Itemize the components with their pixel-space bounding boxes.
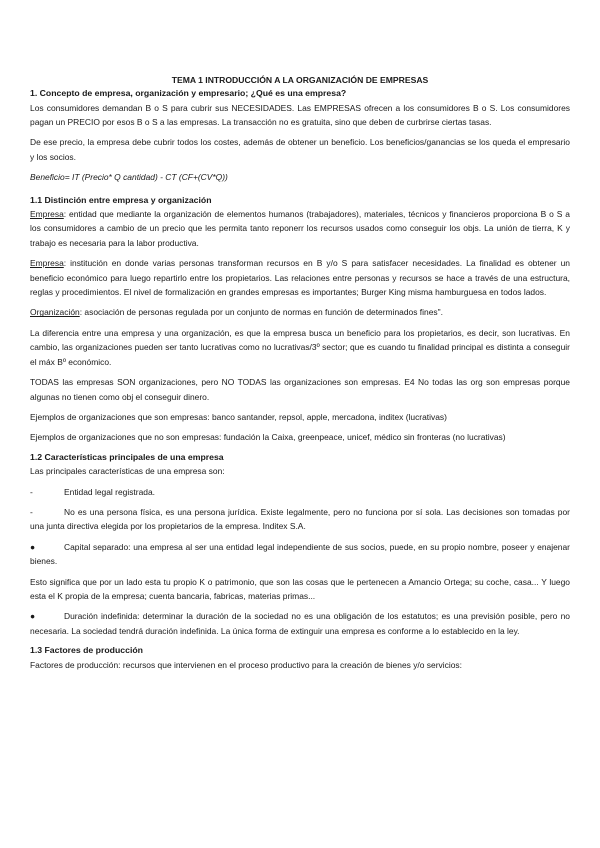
document-title: TEMA 1 INTRODUCCIÓN A LA ORGANIZACIÓN DE EMPRESAS [171,75,429,85]
dash-bullet: - [30,486,33,497]
profit-formula: Beneficio= IT (Precio* Q cantidad) - CT (CF+(CV*Q)) [30,172,228,183]
definition-term: Organización [30,307,80,318]
list-item-text: Duración indefinida: determinar la duración de la sociedad no es una obligación de los estatutos; es una previsión posible, pero no necesaria. La sociedad tendrá duración indefinida. La única forma de extinguir una empresa es conforme a lo establecido en la ley. [30,611,570,636]
paragraph-all-companies: TODAS las empresas SON organizaciones, pero NO TODAS las organizaciones son empresas. E4 No todas las org son empresas porque algunas no tienen como obj el conseguir dinero. [30,377,570,402]
paragraph-characteristics-intro: Las principales características de una empresa son: [30,466,225,477]
paragraph-capital-explanation: Esto significa que por un lado esta tu propio K o patrimonio, que son las cosas que le pertenecen a Amancio Ortega; su coche, casa... Y luego esta el K propia de la empresa; cuenta bancaria, fabricas, materias primas... [30,576,570,602]
list-item [30,540,570,569]
list-item-text: Capital separado: una empresa al ser una entidad legal independiente de sus socios, puede, en su propio nombre, poseer y enajenar bienes. [30,541,570,567]
section-1-1-heading: 1.1 Distinción entre empresa y organización [30,194,212,205]
definition-empresa-2 [30,256,570,299]
list-item [30,609,570,638]
paragraph-difference: La diferencia entre una empresa y una organización, es que la empresa busca un beneficio para los propietarios, es decir, son lucrativas. En cambio, las organizaciones pueden ser tanto lucrativas como no lucrativas/3º sector; que es cuando tu finalidad principal es distinta a conseguir el máx Bº económico. [30,327,570,367]
section-1-3-heading: 1.3 Factores de producción [30,645,143,656]
dot-bullet: ● [30,611,36,622]
dash-bullet: - [30,507,33,518]
list-item-text: Entidad legal registrada. [64,486,155,497]
definition-organizacion [30,305,570,319]
dot-bullet: ● [30,541,36,552]
definition-text: : asociación de personas regulada por un conjunto de normas en función de determinados fines". [79,307,443,318]
list-item-text: No es una persona física, es una persona jurídica. Existe legalmente, pero no funciona por sí sola. Las decisiones son tomadas por una junta directiva elegida por los propietarios de la empresa. Inditex S.A. [30,507,570,532]
definition-term: Empresa [30,258,64,269]
definition-text: : entidad que mediante la organización de elementos humanos (trabajadores), materiales, técnicos y financieros proporciona B o S a los consumidores a cambio de un precio que les permita tanto reponerr los recursos usados como conseguir los objs. La unión de tierra, K y trabajo es necesaria para la labor productiva. [30,209,570,248]
paragraph-price: De ese precio, la empresa debe cubrir todos los costes, además de obtener un beneficio. Los beneficios/ganancias se los queda el empresario y los socios. [30,137,570,162]
paragraph-examples-companies: Ejemplos de organizaciones que son empresas: banco santander, repsol, apple, mercadona, inditex (lucrativas) [30,411,447,422]
list-item [30,505,570,534]
paragraph-consumers: Los consumidores demandan B o S para cubrir sus NECESIDADES. Las EMPRESAS ofrecen a los consumidores B o S. Los consumidores pagan un PRECIO por esos B o S a las empresas. La transacción no es gratuita, sino que deben de curbrirse ciertas tasas. [30,102,570,127]
section-1-2-heading: 1.2 Características principales de una empresa [30,451,224,462]
definition-term: Empresa [30,209,64,220]
definition-empresa-1 [30,207,570,250]
section-1-heading: 1. Concepto de empresa, organización y empresario; ¿Qué es una empresa? [30,88,347,98]
paragraph-production-factors: Factores de producción: recursos que intervienen en el proceso productivo para la creación de bienes y/o servicios: [30,659,462,670]
paragraph-examples-non-companies: Ejemplos de organizaciones que no son empresas: fundación la Caixa, greenpeace, unicef, médico sin fronteras (no lucrativas) [30,432,506,443]
list-item [30,485,570,499]
definition-text: : institución en donde varias personas transforman recursos en B y/o S para satisfacer necesidades. La finalidad es obtener un beneficio económico para luego repartirlo entre los propietarios. Las relaciones entre personas y recursos se hace a través de una estructura, reglas y procedimientos. El nivel de formalización en grandes empresas es importantes; Burger King misma hamburguesa en todos lados. [30,258,570,298]
